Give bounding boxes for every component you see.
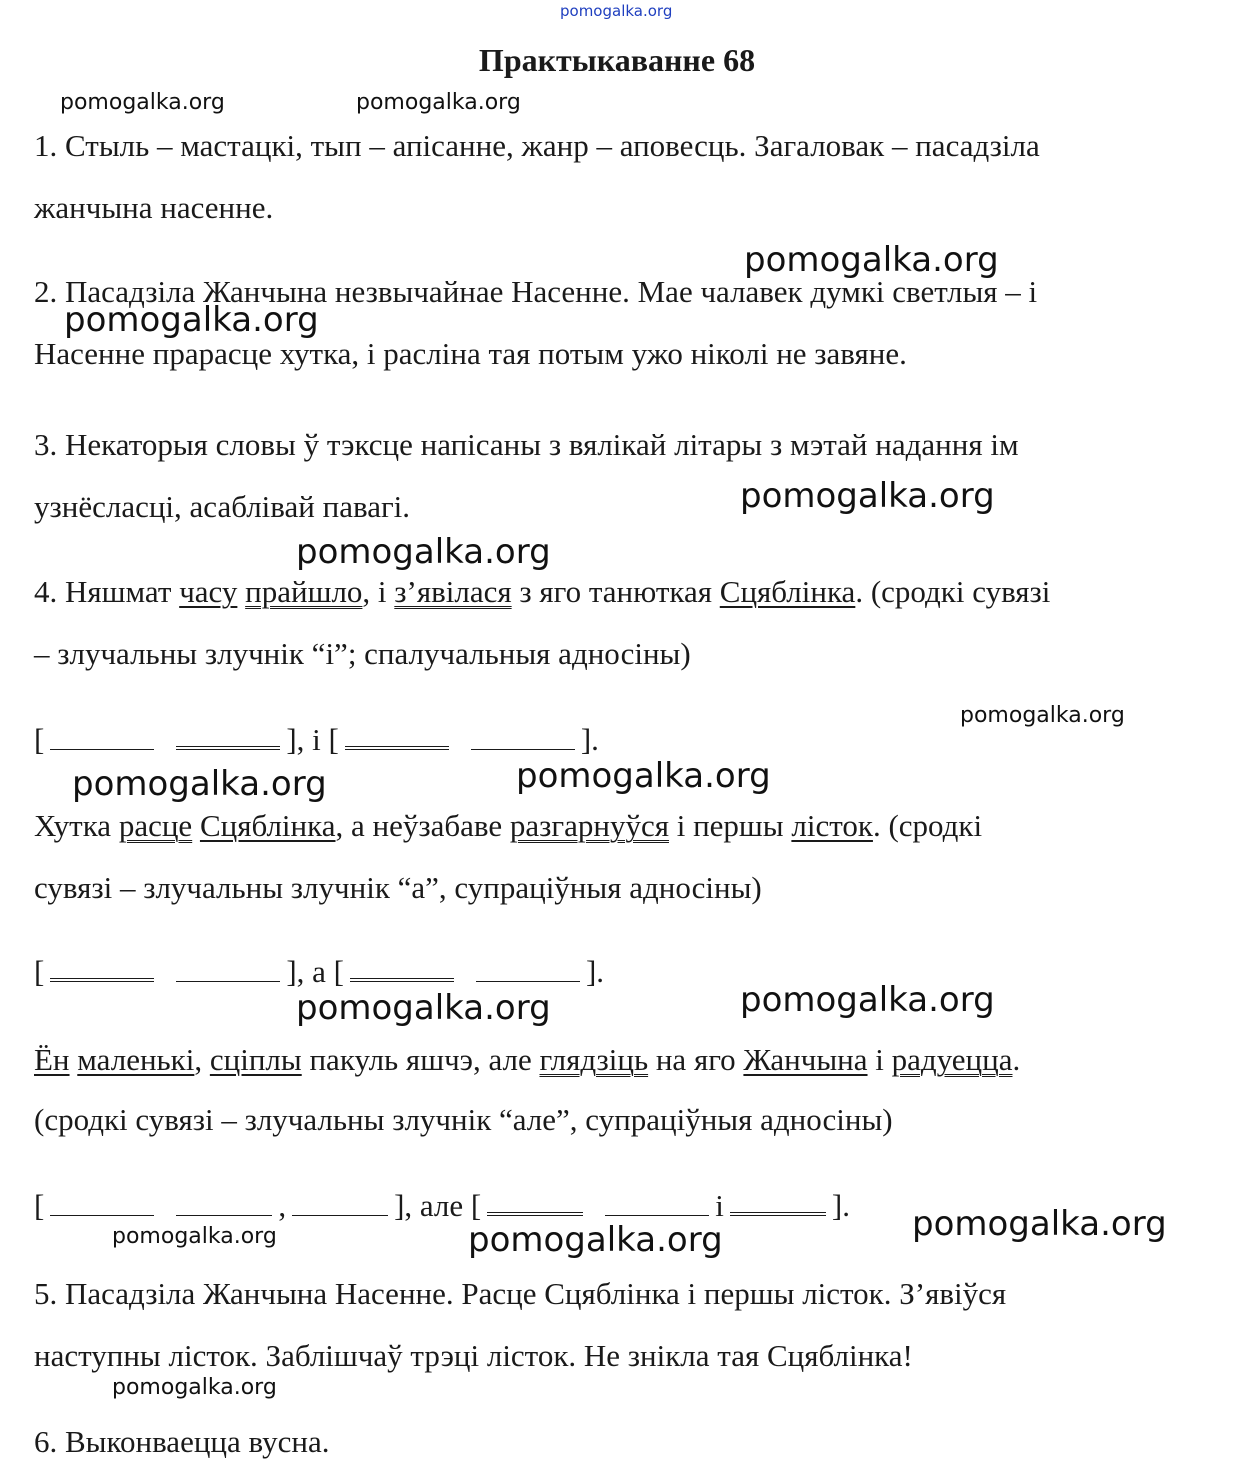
text: ], але [ xyxy=(394,1188,482,1223)
predicate-blank xyxy=(487,1190,583,1216)
bracket: ]. xyxy=(585,954,605,989)
watermark: pomogalka.org xyxy=(912,1204,1167,1244)
underlined-word: Жанчына xyxy=(743,1042,868,1077)
item4-s3-line1 xyxy=(34,1040,1020,1080)
underlined-word: Сцяблінка xyxy=(199,808,336,843)
text: і першы xyxy=(668,808,792,843)
watermark: pomogalka.org xyxy=(72,764,327,804)
watermark: pomogalka.org xyxy=(296,988,551,1028)
item3-line1: 3. Некаторыя словы ў тэксце напісаны з вялікай літары з мэтай надання ім xyxy=(34,427,1019,462)
subject-blank xyxy=(50,727,154,750)
subject-blank xyxy=(292,1193,388,1216)
item3-line2: узнёсласці, асаблівай павагі. xyxy=(34,489,411,524)
underlined-word: маленькі xyxy=(77,1042,195,1077)
page-title: Практыкаванне 68 xyxy=(478,42,756,78)
text: ], і [ xyxy=(286,722,339,757)
predicate-blank xyxy=(350,956,454,982)
underlined-word: прайшло xyxy=(245,574,363,609)
bracket: [ xyxy=(34,722,45,757)
text: , і xyxy=(362,574,395,609)
subject-blank xyxy=(605,1193,709,1216)
item4-s3-line2: (сродкі сувязі – злучальны злучнік “але”, супраціўныя адносіны) xyxy=(34,1102,893,1137)
item5-line1: 5. Пасадзіла Жанчына Насенне. Расце Сцяблінка і першы лісток. З’явіўся xyxy=(34,1276,1007,1311)
item4-s2-line1 xyxy=(34,806,982,846)
watermark: pomogalka.org xyxy=(60,90,225,115)
subject-blank xyxy=(50,1193,154,1216)
item2-line1: 2. Пасадзіла Жанчына незвычайнае Насенне. Мае чалавек думкі светлыя – і xyxy=(34,274,1038,309)
predicate-blank xyxy=(50,956,154,982)
predicate-blank xyxy=(345,724,449,750)
subject-blank xyxy=(476,959,580,982)
text: на яго xyxy=(648,1042,744,1077)
scheme1 xyxy=(34,720,599,760)
text: , xyxy=(278,1188,287,1223)
watermark: pomogalka.org xyxy=(64,300,319,340)
underlined-word: лісток xyxy=(791,808,873,843)
underlined-word: Сцяблінка xyxy=(719,574,856,609)
underlined-word: сціплы xyxy=(209,1042,302,1077)
watermark-top: pomogalka.org xyxy=(560,2,673,20)
underlined-word: расце xyxy=(118,808,193,843)
watermark: pomogalka.org xyxy=(296,532,551,572)
item5-line2: наступны лісток. Заблішчаў трэці лісток. Не знікла тая Сцяблінка! xyxy=(34,1338,913,1373)
watermark: pomogalka.org xyxy=(744,240,999,280)
watermark: pomogalka.org xyxy=(960,703,1125,728)
underlined-word: глядзіць xyxy=(539,1042,649,1077)
underlined-word: з’явілася xyxy=(394,574,512,609)
watermark: pomogalka.org xyxy=(740,476,995,516)
text: ], а [ xyxy=(286,954,344,989)
watermark: pomogalka.org xyxy=(740,980,995,1020)
text: і xyxy=(715,1188,724,1223)
item4-s2-line2: сувязі – злучальны злучнік “а”, супраціўныя адносіны) xyxy=(34,870,762,905)
text: і xyxy=(867,1042,892,1077)
bracket: ]. xyxy=(580,722,599,757)
text: 4. Няшмат xyxy=(34,574,180,609)
item1-line1: 1. Стыль – мастацкі, тып – апісанне, жанр – аповесць. Загаловак – пасадзіла xyxy=(34,128,1040,163)
predicate-blank xyxy=(176,724,280,750)
text: . (сродкі сувязі xyxy=(855,574,1051,609)
text: , xyxy=(194,1042,210,1077)
text: пакуль яшчэ, але xyxy=(301,1042,540,1077)
text: . (сродкі xyxy=(872,808,983,843)
item2-line2: Насенне прарасце хутка, і расліна тая потым ужо ніколі не завяне. xyxy=(34,336,907,371)
item6-line1: 6. Выконваецца вусна. xyxy=(34,1424,330,1459)
watermark: pomogalka.org xyxy=(516,756,771,796)
item4-s1-line2: – злучальны злучнік “і”; спалучальныя адносіны) xyxy=(34,636,691,671)
text: Хутка xyxy=(34,808,119,843)
watermark: pomogalka.org xyxy=(112,1375,277,1400)
scheme2 xyxy=(34,952,604,992)
scheme3 xyxy=(34,1186,850,1226)
bracket: [ xyxy=(34,954,45,989)
underlined-word: Ён xyxy=(34,1042,70,1077)
bracket: [ xyxy=(34,1188,45,1223)
text: . xyxy=(1012,1042,1021,1077)
watermark: pomogalka.org xyxy=(468,1220,723,1260)
predicate-blank xyxy=(730,1190,826,1216)
item1-line2: жанчына насенне. xyxy=(34,190,274,225)
watermark: pomogalka.org xyxy=(356,90,521,115)
item4-s1-line1 xyxy=(34,572,1050,612)
bracket: ]. xyxy=(831,1188,850,1223)
underlined-word: разгарнуўся xyxy=(509,808,669,843)
underlined-word: радуецца xyxy=(891,1042,1013,1077)
watermark: pomogalka.org xyxy=(112,1224,277,1249)
text: , а неўзабаве xyxy=(335,808,510,843)
subject-blank xyxy=(176,959,280,982)
text: з яго танюткая xyxy=(511,574,720,609)
subject-blank xyxy=(176,1193,272,1216)
subject-blank xyxy=(471,727,575,750)
underlined-word: часу xyxy=(179,574,238,609)
